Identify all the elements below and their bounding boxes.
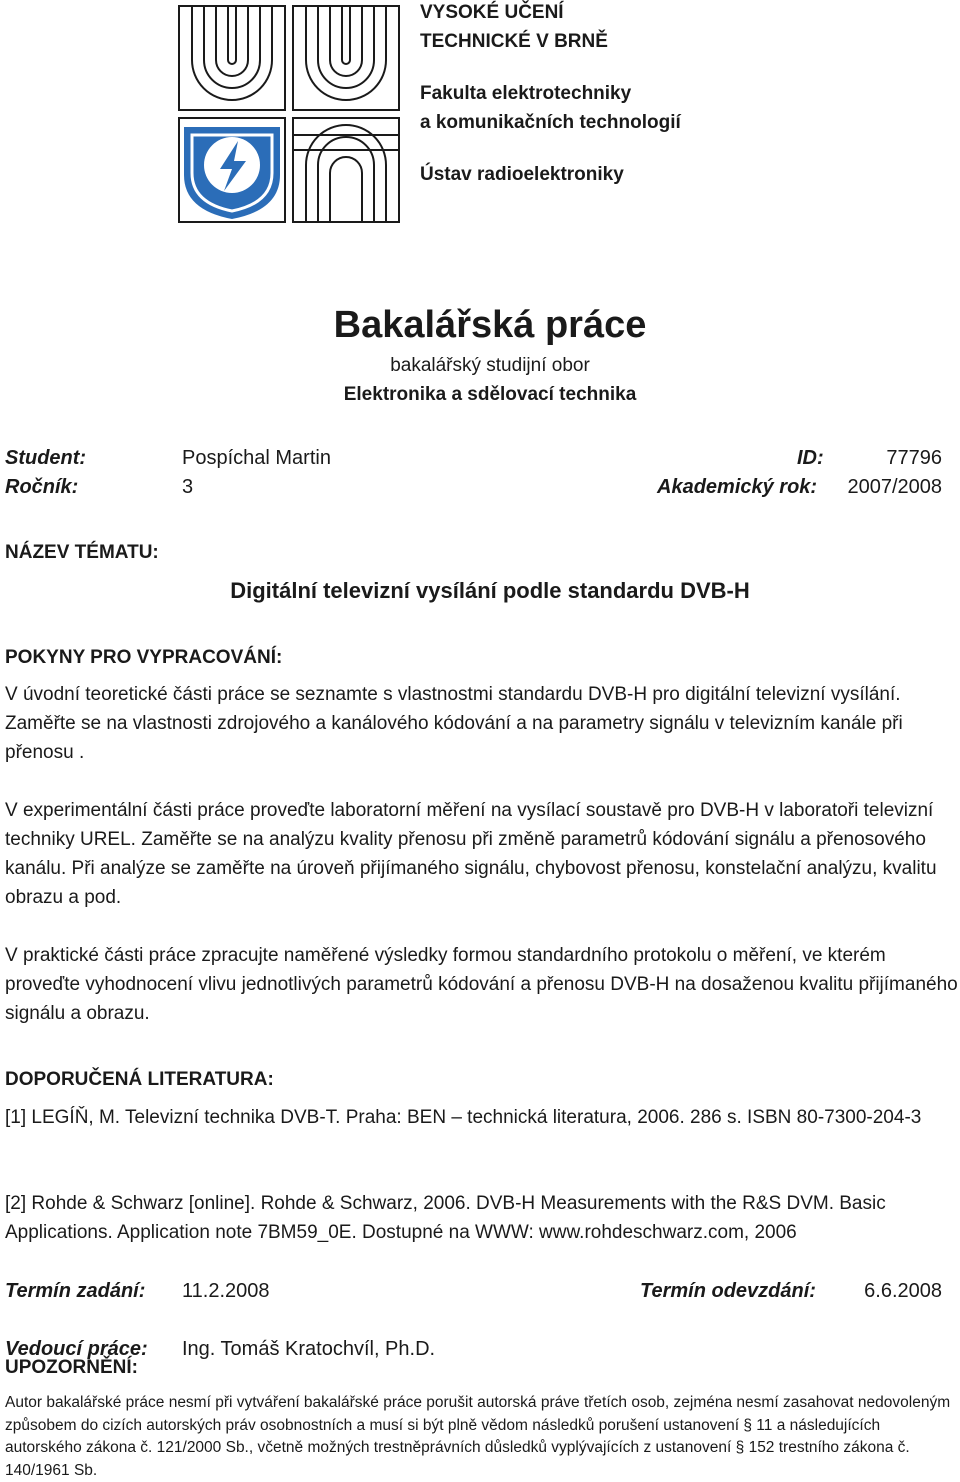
supervisor-label: Vedoucí práce: <box>5 1338 148 1360</box>
instructions-label: POKYNY PRO VYPRACOVÁNÍ: <box>5 647 283 668</box>
instructions-paragraph: V experimentální části práce proveďte laboratorní měření na vysílací soustavě pro DVB-H v laboratoři televizní techniky UREL. Zaměřte se na analýzu kvality přenosu při změně parametrů kódování signálu a přenosového kanálu. Při analýze se zaměřte na úroveň přijímaného signálu, chybovost přenosu, konstelační analýzu, kvalitu obrazu a pod. <box>5 800 937 908</box>
student-name: Pospíchal Martin <box>182 447 331 469</box>
topic-label: NÁZEV TÉMATU: <box>5 542 159 563</box>
student-label: Student: <box>5 447 87 469</box>
faculty-name-line2: a komunikačních technologií <box>420 112 681 133</box>
warning-label: UPOZORNĚNÍ: <box>5 1357 138 1378</box>
academic-year-label: Akademický rok: <box>657 476 818 498</box>
literature-reference: [1] LEGÍŇ, M. Televizní technika DVB-T. Praha: BEN – technická literatura, 2006. 286 s. ISBN 80-7300-204-3 <box>5 1107 922 1128</box>
university-name-line2: TECHNICKÉ V BRNĚ <box>420 31 608 52</box>
field-of-study: Elektronika a sdělovací technika <box>343 384 637 405</box>
warning-text: Autor bakalářské práce nesmí při vytváření bakalářské práce porušit autorská práve třetích osob, zejména nesmí zasahovat nedovoleným způsobem do cizích autorských práv osobnostních a musí si být plně vědom následků porušení ustanovení § 11 a následujících autorského zákona č. 121/2000 Sb., včetně možných trestněprávních důsledků vyplývajících z ustanovení § 152 trestního zákona č. 140/1961 Sb. <box>5 1394 951 1479</box>
vut-logo-icon <box>178 5 402 225</box>
study-type: bakalářský studijní obor <box>390 355 590 376</box>
university-name-line1: VYSOKÉ UČENÍ <box>420 2 564 23</box>
due-date-value: 6.6.2008 <box>864 1280 942 1302</box>
literature-reference: [2] Rohde & Schwarz [online]. Rohde & Schwarz, 2006. DVB-H Measurements with the R&S DVM. Basic Applications. Application note 7BM59_0E. Dostupné na WWW: www.rohdeschwarz.com, 2006 <box>5 1193 886 1243</box>
due-date-label: Termín odevzdání: <box>640 1280 816 1302</box>
year-value: 3 <box>182 476 194 498</box>
topic-title: Digitální televizní vysílání podle standardu DVB-H <box>230 578 750 603</box>
literature-label: DOPORUČENÁ LITERATURA: <box>5 1069 274 1090</box>
instructions-paragraph: V úvodní teoretické části práce se seznamte s vlastnostmi standardu DVB-H pro digitální televizní vysílání. Zaměřte se na vlastnosti zdrojového a kanálového kódování a na parametry signálu v televizním kanále při přenosu . <box>5 684 903 763</box>
department-name: Ústav radioelektroniky <box>420 164 624 185</box>
supervisor-name: Ing. Tomáš Kratochvíl, Ph.D. <box>182 1338 436 1360</box>
academic-year-value: 2007/2008 <box>847 476 942 498</box>
year-label: Ročník: <box>5 476 79 498</box>
instructions-paragraph: V praktické části práce zpracujte naměřené výsledky formou standardního protokolu o měření, ve kterém proveďte vyhodnocení vlivu jednotlivých parametrů kódování a přenosu DVB-H na dosaženou kvalitu přijímaného signálu a obrazu. <box>5 945 958 1024</box>
assigned-date-value: 11.2.2008 <box>182 1280 270 1302</box>
document-title: Bakalářská práce <box>333 304 647 346</box>
assigned-date-label: Termín zadání: <box>5 1280 146 1302</box>
id-value: 77796 <box>886 447 942 469</box>
lightning-shield-icon <box>184 127 280 219</box>
id-label: ID: <box>797 447 824 469</box>
faculty-name-line1: Fakulta elektrotechniky <box>420 83 632 104</box>
